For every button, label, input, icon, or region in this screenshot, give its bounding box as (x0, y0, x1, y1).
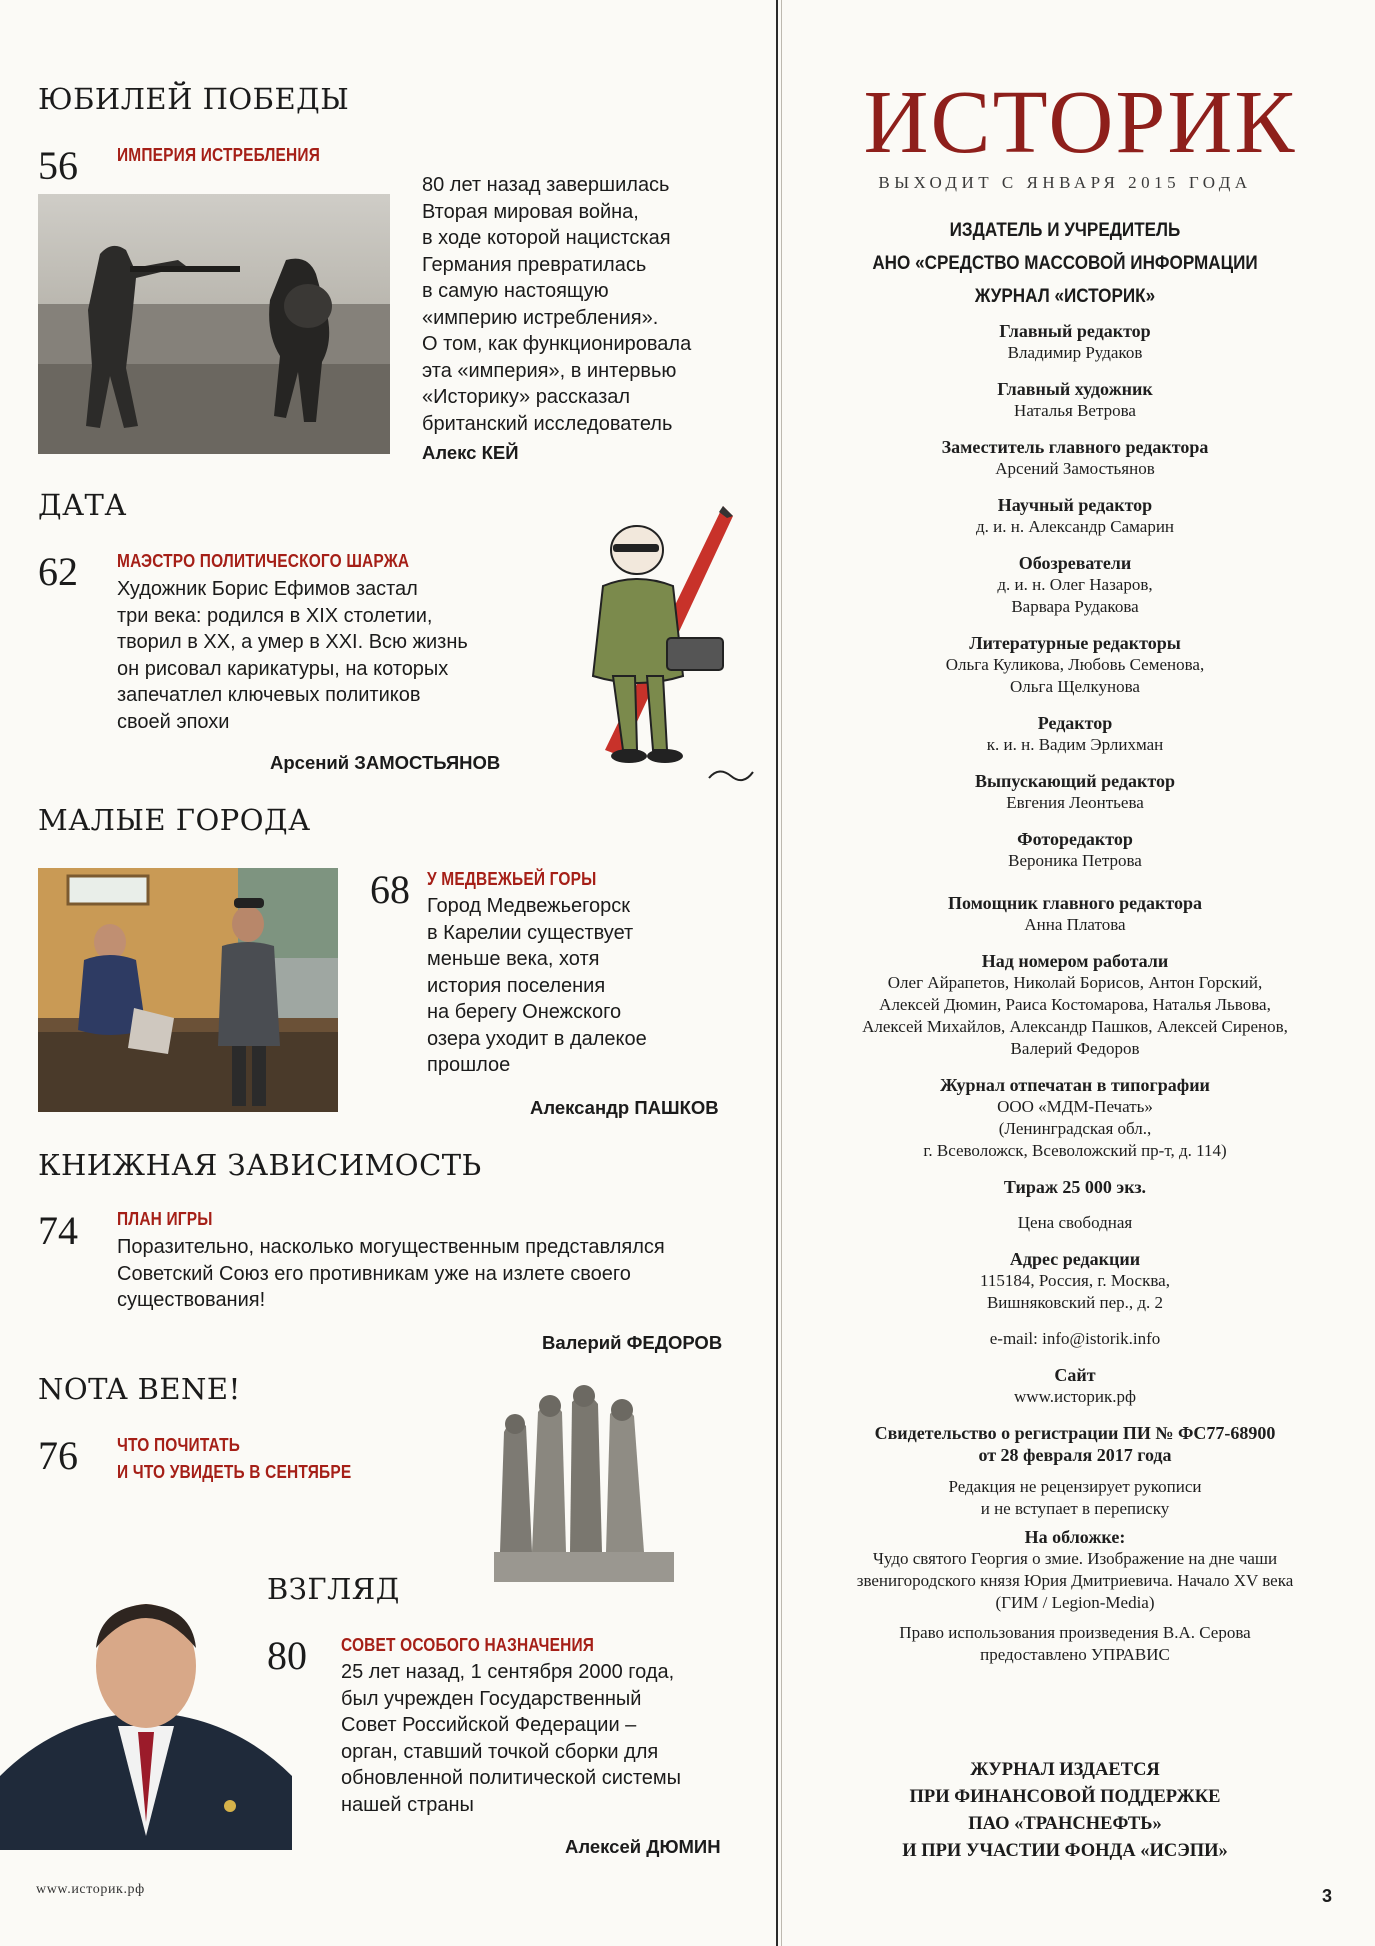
colophon-role: Заместитель главного редактора (941, 437, 1209, 457)
page-number-56[interactable]: 56 (38, 143, 78, 188)
sponsor-line: ПАО «ТРАНСНЕФТЬ» (968, 1814, 1162, 1834)
blurb-line: британский исследователь (422, 412, 673, 435)
blurb-line: орган, ставший точкой сборки для (341, 1740, 659, 1763)
section-title-nota-bene: NOTA BENE! (38, 1372, 241, 1406)
colophon-role: Помощник главного редактора (947, 893, 1203, 913)
page-number-74[interactable]: 74 (38, 1208, 78, 1253)
section-title-jubilee: ЮБИЛЕЙ ПОБЕДЫ (38, 82, 350, 116)
colophon-name: предоставлено УПРАВИС (980, 1645, 1170, 1664)
blurb-line: был учрежден Государственный (341, 1687, 642, 1710)
town-photo (38, 868, 338, 1112)
colophon-price (800, 1212, 1350, 1234)
magazine-logo: ИСТОРИК (863, 73, 1297, 172)
author-fedorov: Валерий ФЕДОРОВ (542, 1332, 723, 1353)
war-photo-illustration (38, 194, 390, 454)
colophon-rights (800, 1622, 1350, 1666)
colophon-name: Владимир Рудаков (1007, 343, 1143, 362)
colophon-cover (800, 1526, 1350, 1614)
colophon-role: Главный художник (997, 379, 1153, 399)
colophon-role: Обозреватели (1018, 553, 1132, 573)
colophon-name: ООО «МДМ-Печать» (997, 1097, 1153, 1116)
section-title-small-towns: МАЛЫЕ ГОРОДА (38, 803, 311, 837)
colophon-name: Алексей Дюмин, Раиса Костомарова, Наталья Львова, (879, 995, 1271, 1014)
blurb-line: Художник Борис Ефимов застал (117, 578, 418, 600)
colophon-name: Цена свободная (1017, 1213, 1133, 1232)
blurb-line: история поселения (427, 974, 606, 997)
section-title-book: КНИЖНАЯ ЗАВИСИМОСТЬ (38, 1148, 482, 1182)
blurb-line: в ходе которой нацистская (422, 227, 671, 249)
colophon-name: Варвара Рудакова (1011, 597, 1139, 616)
blurb-empire (422, 172, 691, 437)
colophon-name: д. и. н. Александр Самарин (975, 517, 1175, 536)
blurb-line: Вторая мировая война, (422, 200, 639, 223)
publisher-block (830, 214, 1300, 313)
colophon-role: Редактор (1037, 713, 1113, 733)
blurb-line: 25 лет назад, 1 сентября 2000 года, (341, 1661, 675, 1683)
blurb-line: существования! (117, 1289, 266, 1311)
headline-line: И ЧТО УВИДЕТЬ В СЕНТЯБРЕ (117, 1462, 352, 1482)
blurb-line: О том, как функционировала (422, 333, 692, 355)
colophon-role: Литературные редакторы (969, 633, 1181, 653)
sponsor-line: ПРИ ФИНАНСОВОЙ ПОДДЕРЖКЕ (909, 1787, 1221, 1807)
colophon-name: Арсений Замостьянов (995, 459, 1155, 478)
blurb-line: своей эпохи (117, 710, 230, 733)
colophon-name: Право использования произведения В.А. Серова (899, 1623, 1251, 1642)
blurb-line: прошлое (427, 1054, 511, 1076)
blurb-line: запечатлел ключевых политиков (117, 684, 421, 706)
colophon-editor (800, 712, 1350, 756)
headline-council[interactable]: СОВЕТ ОСОБОГО НАЗНАЧЕНИЯ (341, 1635, 595, 1655)
page-folio: 3 (1322, 1886, 1333, 1906)
blurb-line: Город Медвежьегорск (427, 895, 630, 917)
page-number-62[interactable]: 62 (38, 549, 78, 594)
colophon-assistant (800, 892, 1350, 936)
headline-line: ЧТО ПОЧИТАТЬ (117, 1435, 241, 1455)
colophon-manuscripts (800, 1476, 1350, 1520)
colophon-role: Сайт (1054, 1365, 1096, 1385)
caricature-illustration (555, 500, 755, 795)
colophon-circulation (800, 1176, 1350, 1198)
email-link[interactable]: e-mail: info@istorik.info (989, 1329, 1161, 1348)
blurb-line: на берегу Онежского (427, 1001, 622, 1023)
colophon-chief-editor (800, 320, 1350, 364)
sponsor-line: ЖУРНАЛ ИЗДАЕТСЯ (970, 1760, 1160, 1780)
colophon-name: (Ленинградская обл., (998, 1119, 1152, 1138)
blurb-line: 80 лет назад завершилась (422, 174, 670, 196)
colophon-role: Адрес редакции (1009, 1249, 1141, 1269)
colophon-name: Чудо святого Георгия о змие. Изображение на дне чаши (872, 1549, 1278, 1568)
colophon-name: Анна Платова (1024, 915, 1126, 934)
publisher-line: ЖУРНАЛ «ИСТОРИК» (974, 286, 1156, 307)
colophon-role: Научный редактор (997, 495, 1153, 515)
blurb-council (341, 1659, 681, 1818)
blurb-line: озера уходит в далекое (427, 1027, 647, 1050)
colophon-photo-editor (800, 828, 1350, 872)
colophon-name: г. Всеволожск, Всеволожский пр-т, д. 114) (923, 1141, 1227, 1160)
blurb-line: в самую настоящую (422, 280, 609, 302)
blurb-line: три века: родился в XIX столетии, (117, 604, 433, 627)
section-title-view: ВЗГЛЯД (267, 1572, 400, 1606)
colophon-name: звенигородского князя Юрия Дмитриевича. Начало XV века (856, 1571, 1294, 1590)
page-number-68[interactable]: 68 (370, 867, 410, 912)
portrait-illustration (0, 1556, 292, 1850)
colophon-name: Ольга Щелкунова (1010, 677, 1140, 696)
town-photo-illustration (38, 868, 338, 1112)
colophon-role: На обложке: (1024, 1527, 1126, 1547)
blurb-line: Совет Российской Федерации – (341, 1714, 637, 1736)
sponsor-line: И ПРИ УЧАСТИИ ФОНДА «ИСЭПИ» (902, 1841, 1228, 1861)
colophon-name: Ольга Куликова, Любовь Семенова, (945, 655, 1205, 674)
author-dyumin: Алексей ДЮМИН (565, 1836, 721, 1857)
colophon (800, 320, 1350, 1680)
author-pashkov: Александр ПАШКОВ (530, 1097, 719, 1118)
dyumin-portrait (0, 1556, 292, 1850)
blurb-line: нашей страны (341, 1793, 474, 1816)
colophon-name: Олег Айрапетов, Николай Борисов, Антон Горский, (887, 973, 1263, 992)
colophon-name: (ГИМ / Legion-Media) (995, 1593, 1155, 1612)
headline-plan[interactable]: ПЛАН ИГРЫ (117, 1209, 213, 1229)
author-kay: Алекс КЕЙ (422, 442, 519, 463)
colophon-chief-artist (800, 378, 1350, 422)
colophon-science-editor (800, 494, 1350, 538)
blurb-line: «империю истребления». (422, 306, 659, 329)
blurb-medvezhya (427, 893, 647, 1079)
colophon-registration (800, 1422, 1350, 1466)
colophon-name: Вишняковский пер., д. 2 (986, 1293, 1164, 1312)
colophon-reviewers (800, 552, 1350, 618)
colophon-name: д. и. н. Олег Назаров, (997, 575, 1153, 594)
colophon-email[interactable] (800, 1328, 1350, 1350)
colophon-name: 115184, Россия, г. Москва, (980, 1271, 1170, 1290)
colophon-name: и не вступает в переписку (980, 1499, 1170, 1518)
colophon-role: от 28 февраля 2017 года (978, 1445, 1172, 1465)
sculpture-illustration (480, 1380, 680, 1590)
blurb-line: эта «империя», в интервью (422, 359, 677, 382)
blurb-line: Германия превратилась (422, 253, 647, 276)
footer-url[interactable]: www.историк.рф (36, 1882, 145, 1897)
colophon-name: Редакция не рецензирует рукописи (948, 1477, 1202, 1496)
colophon-role: Выпускающий редактор (974, 771, 1175, 791)
site-link[interactable]: www.историк.рф (1014, 1387, 1136, 1406)
blurb-plan (117, 1234, 665, 1314)
headline-maestro[interactable]: МАЭСТРО ПОЛИТИЧЕСКОГО ШАРЖА (117, 551, 410, 571)
spine-shadow (781, 0, 782, 1946)
colophon-name: к. и. н. Вадим Эрлихман (986, 735, 1164, 754)
blurb-line: Советский Союз его противникам уже на излете своего (117, 1262, 631, 1285)
page-number-80[interactable]: 80 (267, 1633, 307, 1678)
war-photo (38, 194, 390, 454)
headline-empire[interactable]: ИМПЕРИЯ ИСТРЕБЛЕНИЯ (117, 145, 321, 165)
spine-divider (776, 0, 778, 1946)
colophon-site (800, 1364, 1350, 1408)
caricature-drawing (555, 500, 755, 795)
colophon-role: Фоторедактор (1017, 829, 1133, 849)
colophon-contributors (800, 950, 1350, 1060)
blurb-line: меньше века, хотя (427, 948, 600, 970)
sponsor-note (830, 1757, 1300, 1865)
colophon-name: Валерий Федоров (1010, 1039, 1140, 1058)
colophon-address (800, 1248, 1350, 1314)
blurb-line: Поразительно, насколько могущественным представлялся (117, 1236, 665, 1258)
colophon-name: Вероника Петрова (1008, 851, 1142, 870)
publisher-line: АНО «СРЕДСТВО МАССОВОЙ ИНФОРМАЦИИ (872, 253, 1258, 274)
blurb-line: он рисовал карикатуры, на которых (117, 657, 449, 680)
colophon-literary-editors (800, 632, 1350, 698)
sculpture-photo (480, 1380, 680, 1590)
page-number-76[interactable]: 76 (38, 1433, 78, 1478)
colophon-deputy-editor (800, 436, 1350, 480)
headline-medvezhya[interactable]: У МЕДВЕЖЬЕЙ ГОРЫ (427, 869, 597, 889)
colophon-role: Журнал отпечатан в типографии (940, 1075, 1210, 1095)
colophon-printer (800, 1074, 1350, 1162)
blurb-line: творил в XX, а умер в XXI. Всю жизнь (117, 631, 468, 653)
colophon-name: Алексей Михайлов, Александр Пашков, Алексей Сиренов, (862, 1017, 1288, 1036)
colophon-role: Свидетельство о регистрации ПИ № ФС77-68900 (874, 1423, 1276, 1443)
colophon-role: Главный редактор (999, 321, 1151, 341)
blurb-maestro (117, 576, 468, 735)
author-zamostyanov: Арсений ЗАМОСТЬЯНОВ (270, 752, 501, 773)
blurb-line: в Карелии существует (427, 921, 634, 944)
colophon-role: Над номером работали (981, 951, 1169, 971)
colophon-name: Евгения Леонтьева (1006, 793, 1144, 812)
colophon-name: Наталья Ветрова (1014, 401, 1136, 420)
colophon-managing-editor (800, 770, 1350, 814)
headline-what-to-read[interactable] (117, 1432, 351, 1486)
section-title-date: ДАТА (38, 488, 127, 522)
colophon-role: Тираж 25 000 экз. (1003, 1177, 1147, 1197)
masthead-since: ВЫХОДИТ С ЯНВАРЯ 2015 ГОДА (878, 173, 1252, 192)
blurb-line: обновленной политической системы (341, 1767, 682, 1789)
blurb-line: «Историку» рассказал (422, 386, 631, 408)
publisher-line: ИЗДАТЕЛЬ И УЧРЕДИТЕЛЬ (949, 220, 1181, 241)
